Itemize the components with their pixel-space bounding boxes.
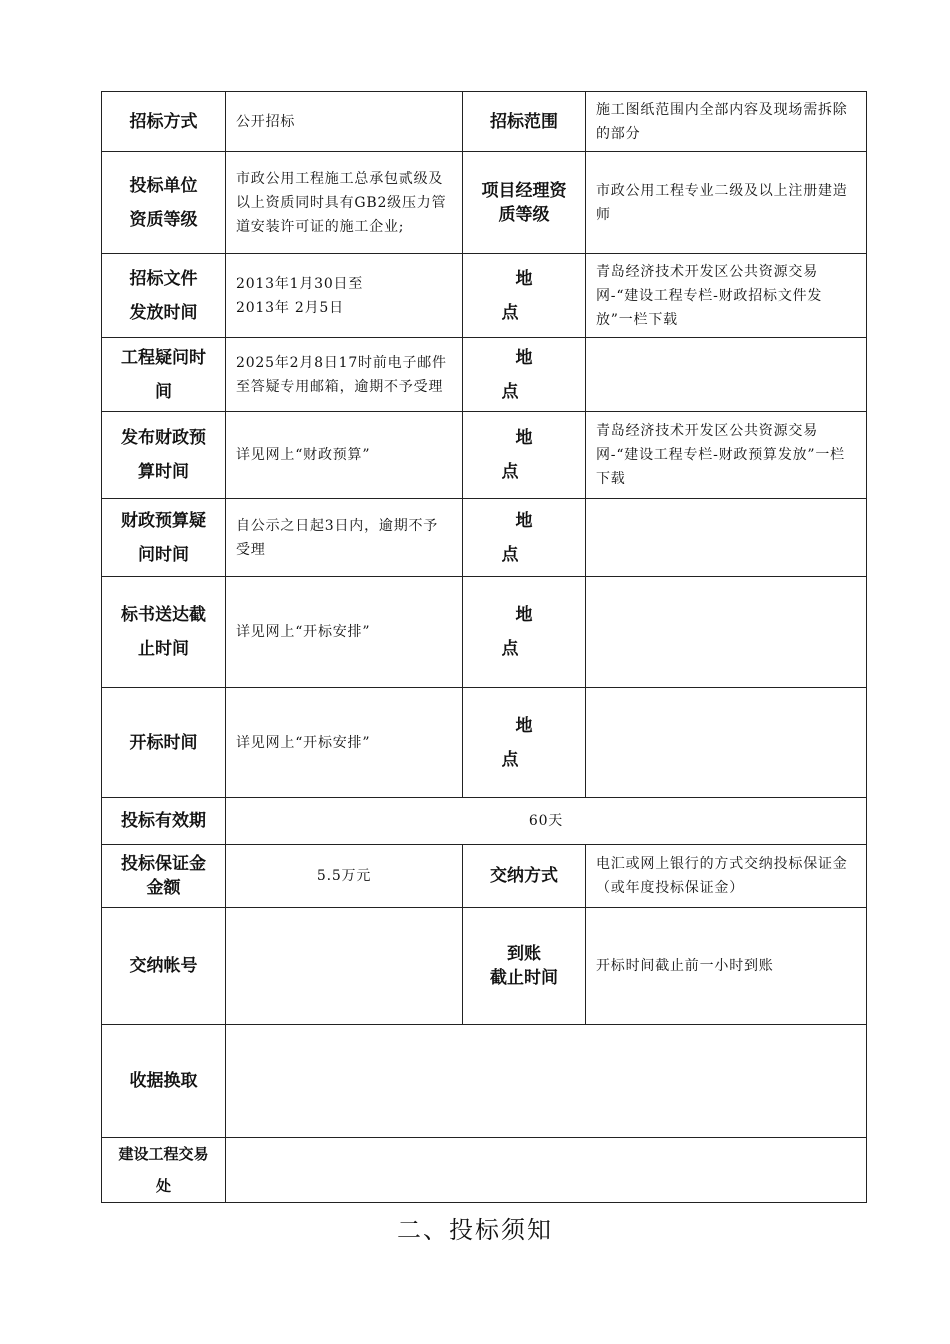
table-row	[102, 152, 867, 254]
bid-deadline-value: 详见网上“开标安排”	[226, 577, 463, 688]
table-row	[102, 254, 867, 338]
payment-method-label: 交纳方式	[463, 845, 586, 908]
bid-scope-label: 招标范围	[463, 92, 586, 152]
bid-method-label: 招标方式	[102, 92, 226, 152]
queries-time-label: 工程疑问时 间	[102, 338, 226, 412]
doc-issue-time-label: 招标文件 发放时间	[102, 254, 226, 338]
receipt-exchange-value	[226, 1025, 867, 1138]
budget-release-location-value: 青岛经济技术开发区公共资源交易网-“建设工程专栏-财政预算发放”一栏下载	[586, 412, 867, 499]
budget-query-time-value: 自公示之日起3日内，逾期不予受理	[226, 499, 463, 577]
opening-time-label: 开标时间	[102, 688, 226, 798]
queries-time-value: 2025年2月8日17时前电子邮件至答疑专用邮箱，逾期不予受理	[226, 338, 463, 412]
section-heading: 二、投标须知	[397, 1216, 553, 1244]
budget-release-time-label: 发布财政预 算时间	[102, 412, 226, 499]
queries-location-value	[586, 338, 867, 412]
bidder-qualification-label: 投标单位 资质等级	[102, 152, 226, 254]
deposit-amount-label: 投标保证金 金额	[102, 845, 226, 908]
table-row	[102, 92, 867, 152]
bid-scope-value: 施工图纸范围内全部内容及现场需拆除的部分	[586, 92, 867, 152]
budget-query-location-value	[586, 499, 867, 577]
tender-info-table	[101, 91, 867, 1203]
location-label: 地点	[463, 254, 586, 338]
table-row	[102, 688, 867, 798]
arrival-deadline-label: 到账 截止时间	[463, 908, 586, 1025]
location-label: 地点	[463, 499, 586, 577]
table-row	[102, 412, 867, 499]
bid-validity-value: 60天	[226, 798, 867, 845]
table-row	[102, 1138, 867, 1203]
receipt-exchange-label: 收据换取	[102, 1025, 226, 1138]
table-row	[102, 908, 867, 1025]
payment-account-value	[226, 908, 463, 1025]
payment-method-value: 电汇或网上银行的方式交纳投标保证金（或年度投标保证金）	[586, 845, 867, 908]
pm-qualification-value: 市政公用工程专业二级及以上注册建造师	[586, 152, 867, 254]
location-label: 地点	[463, 412, 586, 499]
bid-method-value: 公开招标	[226, 92, 463, 152]
opening-location-value	[586, 688, 867, 798]
table-row	[102, 1025, 867, 1138]
trading-office-label: 建设工程交易 处	[102, 1138, 226, 1203]
arrival-deadline-value: 开标时间截止前一小时到账	[586, 908, 867, 1025]
bid-deadline-location-value	[586, 577, 867, 688]
doc-issue-location-value: 青岛经济技术开发区公共资源交易网-“建设工程专栏-财政招标文件发放”一栏下载	[586, 254, 867, 338]
bidder-qualification-value: 市政公用工程施工总承包贰级及以上资质同时具有GB2级压力管道安装许可证的施工企业;	[226, 152, 463, 254]
budget-query-time-label: 财政预算疑 问时间	[102, 499, 226, 577]
table-row	[102, 798, 867, 845]
table-row	[102, 845, 867, 908]
location-label: 地点	[463, 338, 586, 412]
bid-deadline-label: 标书送达截 止时间	[102, 577, 226, 688]
deposit-amount-value: 5.5万元	[226, 845, 463, 908]
pm-qualification-label: 项目经理资 质等级	[463, 152, 586, 254]
bid-validity-label: 投标有效期	[102, 798, 226, 845]
payment-account-label: 交纳帐号	[102, 908, 226, 1025]
table-row	[102, 577, 867, 688]
location-label: 地点	[463, 688, 586, 798]
opening-time-value: 详见网上“开标安排”	[226, 688, 463, 798]
doc-issue-time-value: 2013年1月30日至 2013年 2月5日	[226, 254, 463, 338]
trading-office-value	[226, 1138, 867, 1203]
table-row	[102, 499, 867, 577]
location-label: 地点	[463, 577, 586, 688]
table-row	[102, 338, 867, 412]
budget-release-time-value: 详见网上“财政预算”	[226, 412, 463, 499]
